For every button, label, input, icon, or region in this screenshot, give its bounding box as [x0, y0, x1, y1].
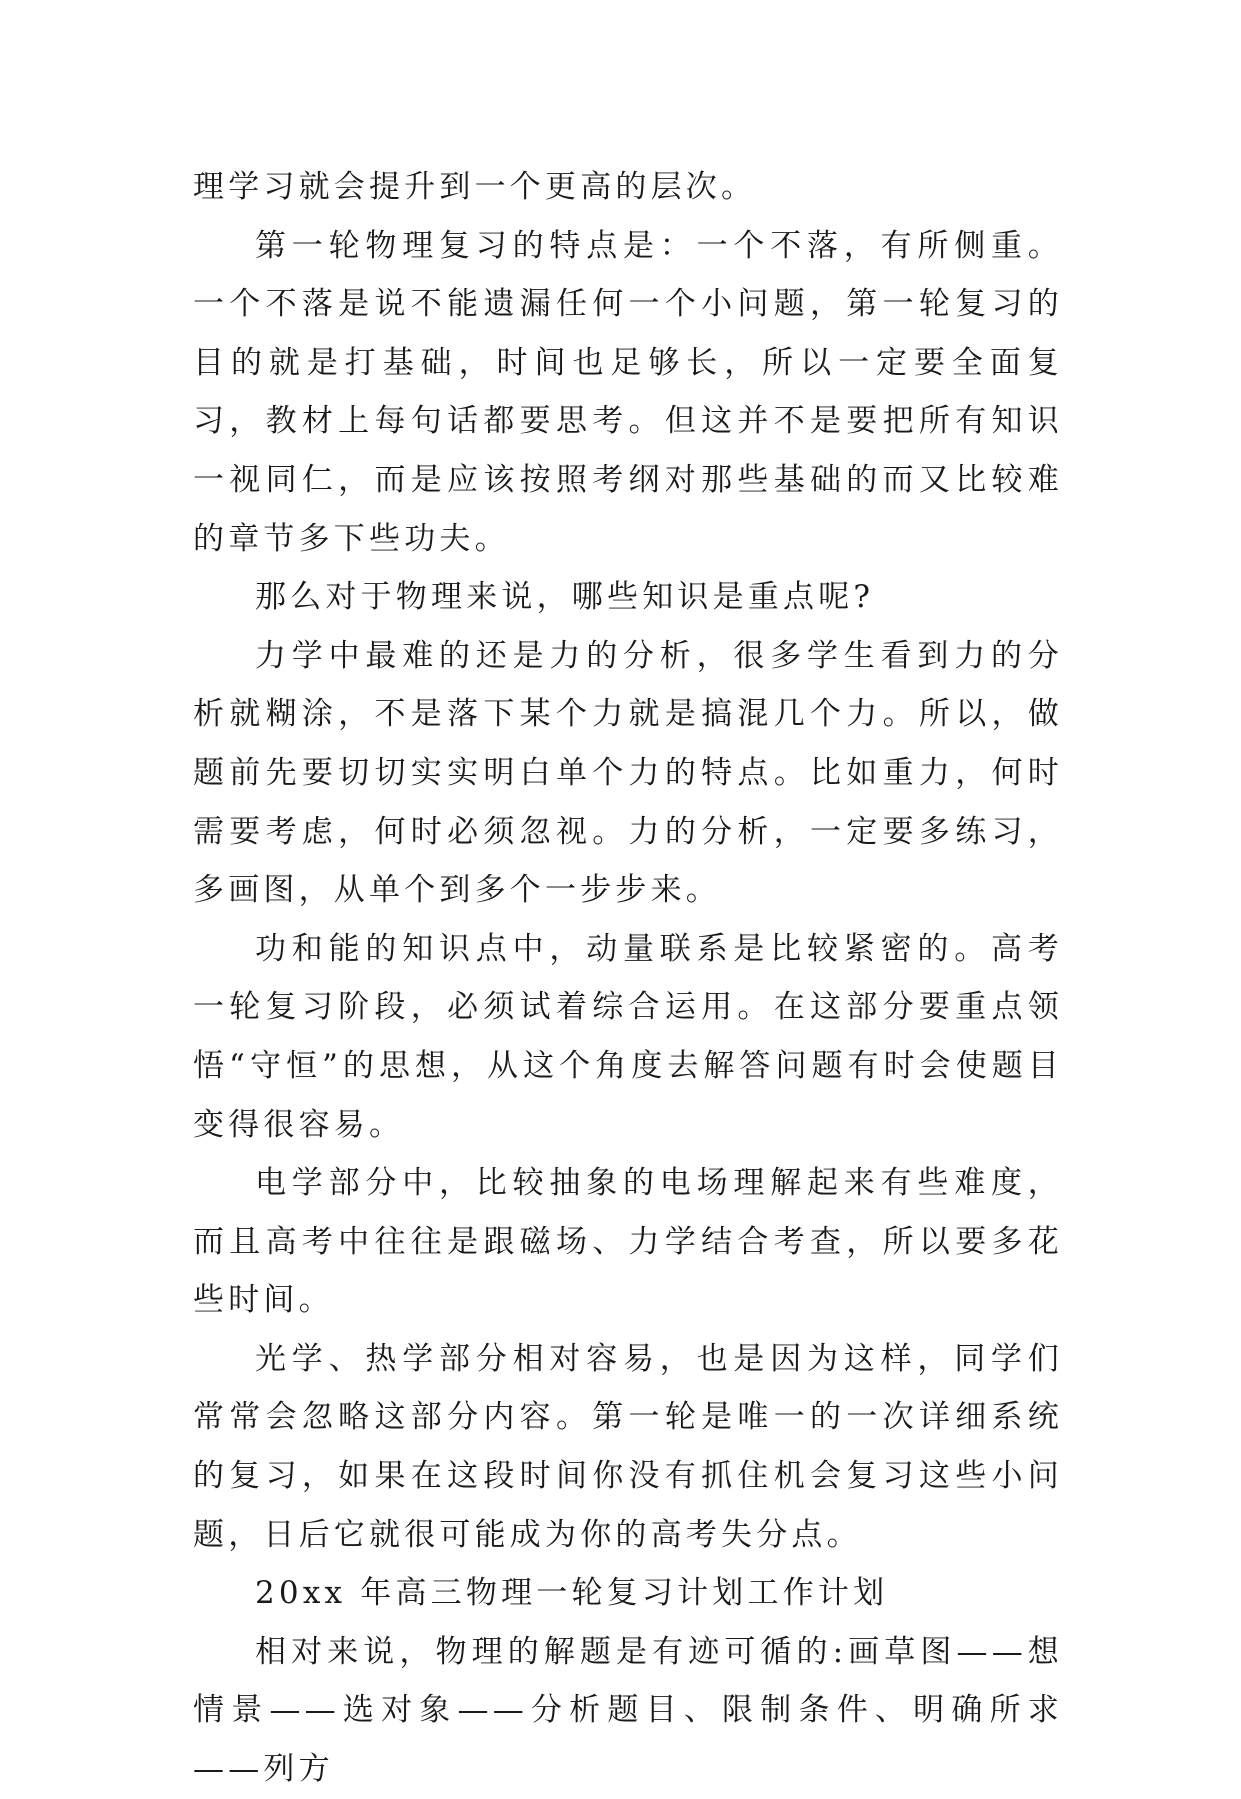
paragraph-continuation: 理学习就会提升到一个更高的层次。	[193, 169, 757, 205]
section-heading: 20xx 年高三物理一轮复习计划工作计划	[255, 1575, 889, 1612]
paragraph-work-energy: 功和能的知识点中，动量联系是比较紧密的。高考一轮复习阶段，必须试着综合运用。在这部分要重点领悟“守恒”的思想，从这个角度去解答问题有时会使题目变得很容易。	[193, 930, 1063, 1143]
document-body	[193, 158, 1063, 1799]
paragraph-optics-thermal: 光学、热学部分相对容易，也是因为这样，同学们常常会忽略这部分内容。第一轮是唯一的一次详细系统的复习，如果在这段时间你没有抓住机会复习这些小问题，日后它就很可能成为你的高考失分点。	[193, 1340, 1063, 1553]
paragraph-key-points-question: 那么对于物理来说，哪些知识是重点呢?	[255, 579, 875, 616]
paragraph-problem-solving: 相对来说，物理的解题是有迹可循的:画草图——想情景——选对象——分析题目、限制条件、明确所求——列方	[193, 1633, 1063, 1788]
paragraph-mechanics: 力学中最难的还是力的分析，很多学生看到力的分析就糊涂，不是落下某个力就是搞混几个力。所以，做题前先要切切实实明白单个力的特点。比如重力，何时需要考虑，何时必须忽视。力的分析，一定要多练习，多画图，从单个到多个一步步来。	[193, 637, 1063, 909]
paragraph-electricity: 电学部分中，比较抽象的电场理解起来有些难度，而且高考中往往是跟磁场、力学结合考查，所以要多花些时间。	[193, 1165, 1063, 1319]
paragraph-first-round-features: 第一轮物理复习的特点是：一个不落，有所侧重。一个不落是说不能遗漏任何一个小问题，第一轮复习的目的就是打基础，时间也足够长，所以一定要全面复习，教材上每句话都要思考。但这并不是要把所有知识一视同仁，而是应该按照考纲对那些基础的而又比较难的章节多下些功夫。	[193, 227, 1063, 557]
